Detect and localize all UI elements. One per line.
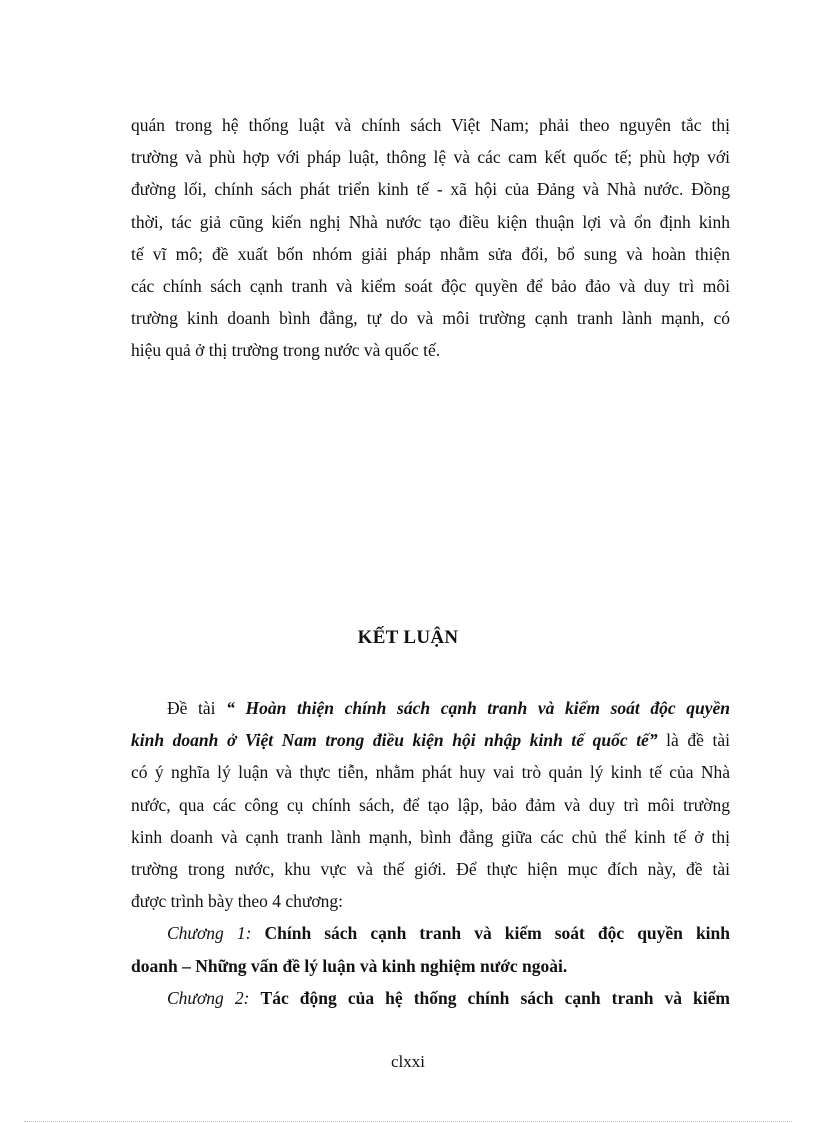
paragraph-line: trường và phù hợp với pháp luật, thông lệ và các cam kết quốc tế; phù hợp với — [131, 147, 730, 168]
page-bottom-divider — [24, 1121, 792, 1122]
paragraph-line: có ý nghĩa lý luận và thực tiễn, nhằm phát huy vai trò quản lý kinh tế của Nhà — [131, 762, 730, 783]
paragraph-line: được trình bày theo 4 chương: — [131, 891, 343, 912]
paragraph-line: thời, tác giả cũng kiến nghị Nhà nước tạo điều kiện thuận lợi và ổn định kinh — [131, 211, 730, 232]
intro-line — [131, 724, 730, 756]
paragraph-line: trường trong nước, khu vực và thế giới. Để thực hiện mục đích này, đề tài — [131, 858, 730, 879]
paragraph-line: quán trong hệ thống luật và chính sách Việt Nam; phải theo nguyên tắc thị — [131, 115, 730, 135]
thesis-title-suffix: là đề tài — [666, 730, 730, 751]
paragraph-line: tế vĩ mô; đề xuất bốn nhóm giải pháp nhằm sửa đổi, bổ sung và hoàn thiện — [131, 243, 730, 264]
chapter-1-title-part2: doanh – Những vấn đề lý luận và kinh nghiệm nước ngoài. — [131, 955, 568, 976]
chapter-1-label: Chương 1: — [167, 923, 252, 944]
intro-line — [131, 692, 730, 724]
chapter-2-title-part1: Tác động của hệ thống chính sách cạnh tranh và kiểm — [260, 987, 731, 1008]
thesis-title-part1: “ Hoàn thiện chính sách cạnh tranh và kiểm soát độc quyền — [226, 698, 730, 718]
chapter-2-label: Chương 2: — [167, 987, 250, 1008]
paragraph-line: trường kinh doanh bình đẳng, tự do và môi trường cạnh tranh lành mạnh, có — [131, 308, 730, 329]
paragraph-line: các chính sách cạnh tranh và kiểm soát độc quyền để bảo đảo và duy trì môi — [131, 275, 730, 296]
intro-prefix: Đề tài — [167, 698, 216, 718]
continuation-paragraph — [131, 109, 730, 367]
chapter-1-title-part1: Chính sách cạnh tranh và kiểm soát độc quyền kinh — [264, 923, 731, 944]
thesis-title-part2: kinh doanh ở Việt Nam trong điều kiện hội nhập kinh tế quốc tế” — [131, 730, 658, 751]
paragraph-line: đường lối, chính sách phát triển kinh tế - xã hội của Đảng và Nhà nước. Đồng — [131, 179, 730, 200]
chapter-1-line — [131, 917, 730, 949]
section-heading: KẾT LUẬN — [357, 627, 459, 648]
paragraph-line: kinh doanh và cạnh tranh lành mạnh, bình đẳng giữa các chủ thể kinh tế ở thị — [131, 826, 730, 847]
paragraph-line: hiệu quả ở thị trường trong nước và quốc tế. — [131, 340, 441, 361]
page-number: clxxi — [391, 1052, 425, 1071]
paragraph-line: nước, qua các công cụ chính sách, để tạo lập, bảo đảm và duy trì môi trường — [131, 794, 730, 815]
conclusion-paragraph — [131, 692, 730, 1014]
chapter-2-line — [131, 982, 730, 1014]
